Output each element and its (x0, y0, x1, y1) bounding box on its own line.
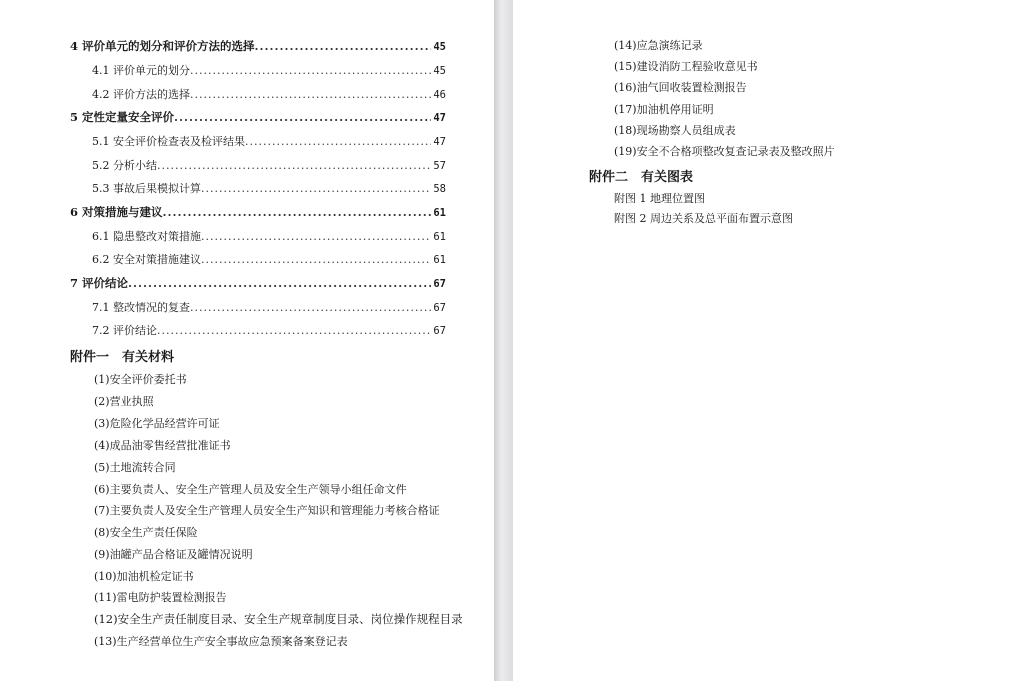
toc-entry-page: 61 (433, 231, 446, 243)
toc-entry-title: 7.2 评价结论 (92, 324, 157, 337)
appendix-item: (3)危险化学品经营许可证 (94, 417, 220, 430)
toc-entry-page: 45 (433, 41, 446, 53)
toc-entry-title: 4.2 评价方法的选择 (92, 88, 190, 101)
toc-leader-dots (201, 182, 431, 195)
appendix-figure-item: 附图 1 地理位置图 (614, 192, 705, 205)
toc-entry-page: 47 (433, 112, 446, 124)
appendix-item: (4)成品油零售经营批准证书 (94, 439, 231, 452)
appendix1-heading: 附件一 有关材料 (70, 350, 175, 365)
toc-leader-dots (201, 253, 431, 266)
toc-entry-title: 7.1 整改情况的复查 (92, 301, 190, 314)
toc-entry[interactable] (92, 251, 446, 267)
toc-entry-title: 7 评价结论 (70, 276, 129, 290)
document-page-right (513, 0, 1030, 681)
appendix-item: (7)主要负责人及安全生产管理人员安全生产知识和管理能力考核合格证 (94, 504, 440, 517)
toc-leader-dots (255, 39, 432, 53)
toc-entry-page: 47 (433, 136, 446, 148)
toc-entry-title: 5.1 安全评价检查表及检评结果 (92, 135, 245, 148)
toc-entry-page: 67 (433, 302, 446, 314)
toc-entry-page: 67 (433, 325, 446, 337)
appendix-item: (9)油罐产品合格证及罐情况说明 (94, 548, 253, 561)
appendix-item: (12)安全生产责任制度目录、安全生产规章制度目录、岗位操作规程目录 (94, 612, 463, 626)
toc-entry-title: 6.2 安全对策措施建议 (92, 253, 201, 266)
toc-entry[interactable] (70, 38, 446, 54)
toc-entry-page: 67 (433, 278, 446, 290)
toc-entry[interactable] (92, 322, 446, 338)
appendix-item: (6)主要负责人、安全生产管理人员及安全生产领导小组任命文件 (94, 483, 407, 496)
appendix-item: (14)应急演练记录 (614, 39, 703, 52)
toc-leader-dots (174, 110, 431, 124)
toc-entry-title: 4.1 评价单元的划分 (92, 64, 190, 77)
toc-entry-page: 57 (433, 160, 446, 172)
toc-leader-dots (190, 301, 431, 314)
toc-entry-page: 45 (433, 65, 446, 77)
appendix-item: (1)安全评价委托书 (94, 373, 187, 386)
toc-entry-page: 58 (433, 183, 446, 195)
appendix2-heading: 附件二 有关图表 (589, 170, 694, 185)
toc-leader-dots (190, 64, 431, 77)
toc-entry[interactable] (70, 204, 446, 220)
toc-entry-title: 5.3 事故后果模拟计算 (92, 182, 201, 195)
appendix-item: (13)生产经营单位生产安全事故应急预案备案登记表 (94, 635, 348, 648)
toc-leader-dots (190, 88, 431, 101)
page-gutter (494, 0, 513, 681)
toc-entry[interactable] (92, 157, 446, 173)
appendix-figure-item: 附图 2 周边关系及总平面布置示意图 (614, 212, 793, 225)
appendix-item: (17)加油机停用证明 (614, 103, 714, 116)
toc-entry[interactable] (92, 133, 446, 149)
toc-entry-title: 5.2 分析小结 (92, 159, 157, 172)
toc-entry[interactable] (92, 228, 446, 244)
toc-entry-page: 46 (433, 89, 446, 101)
toc-leader-dots (128, 276, 431, 290)
toc-leader-dots (157, 324, 431, 337)
toc-entry[interactable] (92, 86, 446, 102)
appendix-item: (19)安全不合格项整改复查记录表及整改照片 (614, 145, 835, 158)
toc-leader-dots (163, 205, 432, 219)
toc-entry-title: 5 定性定量安全评价 (70, 110, 175, 124)
toc-entry[interactable] (92, 180, 446, 196)
toc-entry-page: 61 (433, 254, 446, 266)
appendix-item: (8)安全生产责任保险 (94, 526, 198, 539)
toc-entry[interactable] (70, 109, 446, 125)
document-page-left (0, 0, 494, 681)
toc-leader-dots (201, 230, 431, 243)
toc-entry[interactable] (92, 62, 446, 78)
appendix-item: (18)现场勘察人员组成表 (614, 124, 736, 137)
toc-entry-title: 6 对策措施与建议 (70, 205, 163, 219)
toc-entry-page: 61 (433, 207, 446, 219)
appendix-item: (11)雷电防护装置检测报告 (94, 591, 227, 604)
toc-entry-title: 4 评价单元的划分和评价方法的选择 (70, 39, 255, 53)
toc-leader-dots (245, 135, 431, 148)
appendix-item: (10)加油机检定证书 (94, 570, 194, 583)
appendix-item: (16)油气回收装置检测报告 (614, 81, 747, 94)
toc-entry-title: 6.1 隐患整改对策措施 (92, 230, 201, 243)
toc-entry[interactable] (92, 299, 446, 315)
appendix-item: (5)土地流转合同 (94, 461, 176, 474)
toc-leader-dots (157, 159, 431, 172)
toc-entry[interactable] (70, 275, 446, 291)
appendix-item: (2)营业执照 (94, 395, 154, 408)
appendix-item: (15)建设消防工程验收意见书 (614, 60, 758, 73)
